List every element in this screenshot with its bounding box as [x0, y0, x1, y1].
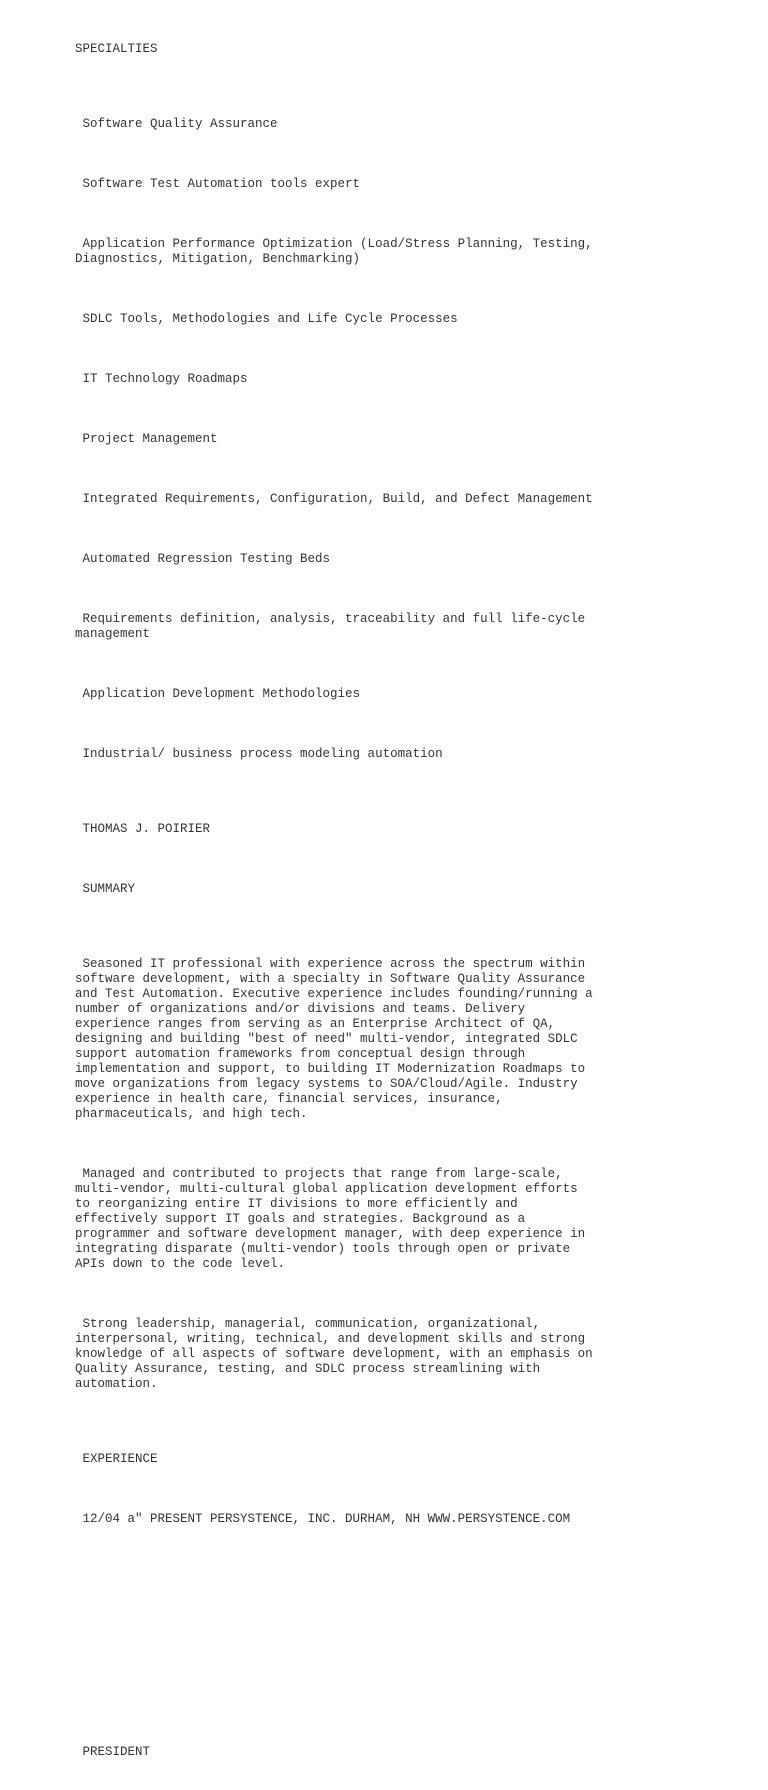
summary-heading: SUMMARY: [75, 882, 136, 896]
role-title: PRESIDENT: [75, 1745, 151, 1759]
specialty-item: Automated Regression Testing Beds: [75, 552, 331, 566]
specialty-item: Application Performance Optimization (Load/Stress Planning, Testing, Diagnostics, Mitigation, Benchmarking): [75, 237, 593, 266]
specialty-item: Integrated Requirements, Configuration, Build, and Defect Management: [75, 492, 593, 506]
specialty-item: Requirements definition, analysis, traceability and full life-cycle management: [75, 612, 586, 641]
specialty-item: Industrial/ business process modeling automation: [75, 747, 443, 761]
specialty-item: Application Development Methodologies: [75, 687, 361, 701]
specialty-item: SDLC Tools, Methodologies and Life Cycle Processes: [75, 312, 458, 326]
experience-entry: 12/04 a" PRESENT PERSYSTENCE, INC. DURHAM, NH WWW.PERSYSTENCE.COM: [75, 1512, 571, 1526]
specialties-heading: SPECIALTIES: [75, 42, 158, 56]
blank-space: [75, 1587, 675, 1700]
summary-paragraph: Seasoned IT professional with experience across the spectrum within software development, with a specialty in Software Quality Assurance and Test Automation. Executive experience includes founding/running a number of organizations and/or divisions and teams. Delivery experience ranges from serving as an Enterprise Architect of QA, designing and building "best of need" multi-vendor, integrated SDLC support automation frameworks from conceptual design through implementation and support, to building IT Modernization Roadmaps to move organizations from legacy systems to SOA/Cloud/Agile. Industry experience in health care, financial services, insurance, pharmaceuticals, and high tech.: [75, 957, 593, 1121]
specialty-item: Project Management: [75, 432, 218, 446]
specialty-item: IT Technology Roadmaps: [75, 372, 248, 386]
resume-document: [75, 12, 675, 1790]
summary-paragraph: Managed and contributed to projects that range from large-scale, multi-vendor, multi-cultural global application development efforts to reorganizing entire IT divisions to more efficiently and effectively support IT goals and strategies. Background as a programmer and software development manager, with deep experience in integrating disparate (multi-vendor) tools through open or private APIs down to the code level.: [75, 1167, 586, 1271]
experience-heading: EXPERIENCE: [75, 1452, 158, 1466]
specialty-item: Software Test Automation tools expert: [75, 177, 361, 191]
specialty-item: Software Quality Assurance: [75, 117, 278, 131]
candidate-name: THOMAS J. POIRIER: [75, 822, 211, 836]
summary-paragraph: Strong leadership, managerial, communication, organizational, interpersonal, writing, technical, and development skills and strong knowledge of all aspects of software development, with an emphasis on Quality Assurance, testing, and SDLC process streamlining with automation.: [75, 1317, 593, 1391]
